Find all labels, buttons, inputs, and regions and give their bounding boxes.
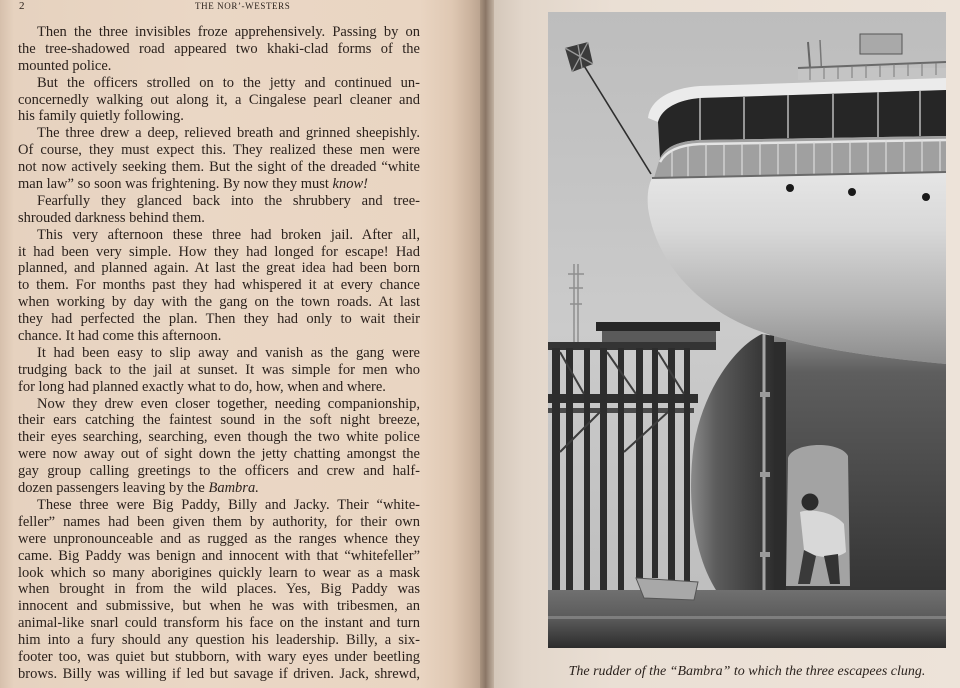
rowboat [636, 578, 698, 600]
text-line: brows. Billy was willing if led but savage if driven. Jack, shrewd, [18, 665, 420, 682]
text-line [18, 480, 420, 497]
text-line: These three were Big Paddy, Billy and Jacky. Their “white- [37, 496, 420, 513]
text-line: they had perfected the plan. Then they had only to wait their [18, 311, 420, 328]
text-line: planned, and planned again. At last the great idea had been born [18, 260, 420, 277]
paragraph [18, 75, 420, 126]
porthole [848, 188, 856, 196]
porthole [922, 193, 930, 201]
text-line: Now they drew even closer together, needing companionship, [37, 395, 420, 412]
text-line: look which so many aborigines quickly learn to wear as a mask [18, 564, 420, 581]
right-page [494, 0, 960, 688]
text-line: chance. It had come this afternoon. [18, 328, 222, 345]
text-line: innocent and submissive, but when he was with tribesmen, an [18, 598, 420, 615]
text-line: for long had planned exactly what to do, how, when and where. [18, 378, 386, 395]
photo-caption: The rudder of the “Bambra” to which the three escapees clung. [568, 664, 926, 679]
text-line: The three drew a deep, relieved breath and grinned sheepishly. [37, 125, 420, 142]
text-line: It had been easy to slip away and vanish as the gang were [37, 344, 420, 361]
text-line: were unpronounceable and as rugged as the ranges whence they [18, 530, 420, 547]
text-line: their eyes searching, searching, even though the two white police [18, 429, 420, 446]
text-line: mounted police. [18, 57, 112, 74]
paragraph [18, 345, 420, 396]
text-line: came. Big Paddy was benign and innocent with that “whitefeller” [18, 547, 420, 564]
book-gutter [480, 0, 494, 688]
text-line: animal-like snarl could transform his face on the instant and turn [18, 615, 420, 632]
text-line: when working by day with the gang on the town roads. At last [18, 294, 420, 311]
text-line: him into a fury should any question his leadership. Billy, a six- [18, 632, 420, 649]
porthole [786, 184, 794, 192]
paragraph [18, 193, 420, 227]
text-line: were now away out of sight down the jetty chatting amongst the [18, 446, 420, 463]
text-line: it had been very simple. How they had longed for escape! Had [18, 243, 420, 260]
water-streak [548, 616, 946, 619]
text-line-italic: know! [332, 176, 368, 193]
text-line: the tree-shadowed road appeared two khaki-clad forms of the [18, 40, 420, 57]
text-line: feller” names had been given them by authority, for their own [18, 513, 420, 530]
text-line: concernedly walking out along it, a Cingalese pearl cleaner and [18, 91, 420, 108]
text-line: Fearfully they glanced back into the shrubbery and tree- [37, 192, 420, 209]
page-number: 2 [19, 0, 25, 12]
text-line: their ears catching the faintest sound in the soft night breeze, [18, 412, 420, 429]
text-line: footer too, was quiet but stubborn, with wary eyes under beetling [18, 648, 420, 665]
text-line: when brought in from the wild places. Yes, Big Paddy was [18, 581, 420, 598]
ship-rudder-photo [548, 12, 946, 648]
text-line: to them. For months past they had whispered it at every chance [18, 277, 420, 294]
text-line: This very afternoon these three had broken jail. After all, [37, 226, 420, 243]
promenade-deck [648, 78, 946, 178]
paragraph [18, 396, 420, 497]
paragraph [18, 227, 420, 345]
text-line: shrouded darkness behind them. [18, 209, 205, 226]
text-line: gay group calling greetings to the officers and crew and half- [18, 463, 420, 480]
stern-frame [774, 342, 786, 600]
text-line: his family quietly following. [18, 108, 184, 125]
text-line: Then the three invisibles froze apprehensively. Passing by on [37, 24, 420, 40]
running-head: THE NOR’-WESTERS [195, 1, 291, 11]
text-line: But the officers strolled on to the jetty and continued un- [37, 74, 420, 91]
text-line: trudging back to the jail at sunset. It was simple for men who [18, 361, 420, 378]
text-column [18, 24, 420, 683]
paragraph [18, 24, 420, 75]
text-line: Of course, they must expect this. They realized these men were [18, 142, 420, 159]
text-line: not now actively seeking them. But the sight of the dreaded “white [18, 159, 420, 176]
paragraph [18, 125, 420, 193]
text-line-roman: dozen passengers leaving by the [18, 480, 209, 497]
text-line-italic: Bambra. [208, 480, 259, 497]
text-line-roman: man law” so soon was frightening. By now they must [18, 176, 333, 193]
paragraph [18, 497, 420, 683]
text-line [18, 176, 420, 193]
